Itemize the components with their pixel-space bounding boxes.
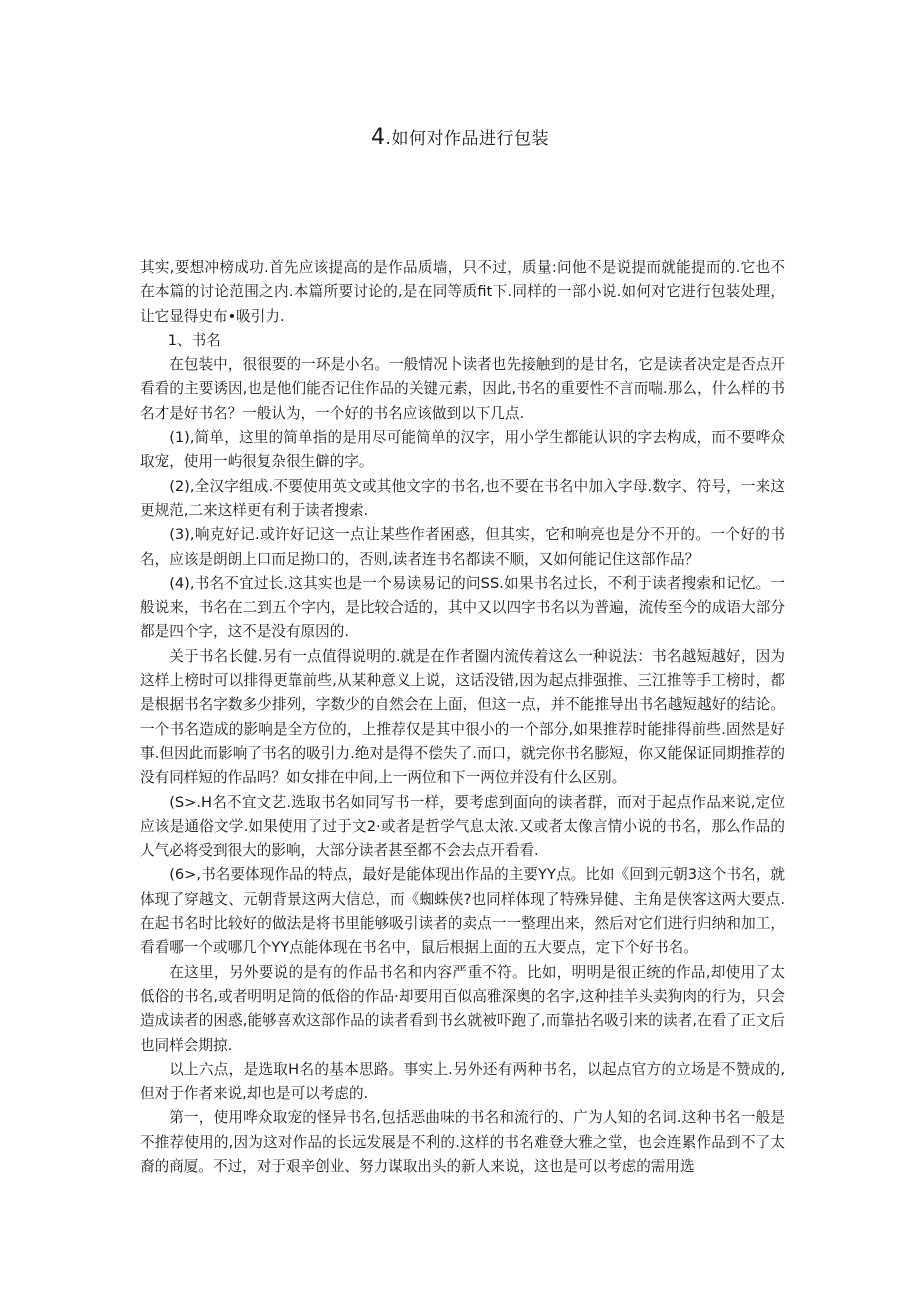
paragraph: 其实,要想冲榜成功.首先应该提高的是作品质墙，只不过，质量:问他不是说提而就能提而的.它也不在本篇的讨论范围之内.本篇所要讨论的,是在同等质fit下.同样的一部小说.如何对它进行包装处理，让它显得史布•吸引力. [140,259,785,325]
paragraph: 在包装中，很很要的一环是小名。一般情况卜读者也先接触到的是甘名，它是读者决定是否点开看看的主要诱因,也是他们能否记住作品的关键元素，因此,书名的重要性不言而喘.那么，什么样的书名才是好书名？一般认为，一个好的书名应该做到以下几点. [140,356,785,422]
title-text: .如何对作品进行包装 [385,129,549,149]
article-body [140,256,785,1179]
paragraph: (6>,书名要体现作品的特点，最好是能体现出作品的主要YY点。比如《回到元朝3这个书名，就体现了穿越文、元朝背景这两大信总，而《蜘蛛侠?也同样体现了特殊异健、主角是侠客这两大要点.在起书名时比较好的做法是将书里能够吸引读者的卖点一一整理出来，然后对它们进行归纳和加工，看看哪一个或哪几个YY点能体现在书名中，鼠后根据上面的五大要点，定下个好书名。 [140,866,785,957]
paragraph: (3),响克好记.或许好记这一点让某些作者困惑，但其实，它和响亮也是分不开的。一个好的书名，应该是朗朗上口而足拗口的，否则,读者连书名都读不顺，又如何能记住这部作品？ [140,526,785,568]
paragraph: 第一，使用哗众取宠的怪异书名,包括恶曲味的书名和流行的、广为人知的名词.这种书名一般是不推荐使用的,因为这对作品的长远发展是不利的.这样的书名难登大雅之堂，也会连累作品到不了太裔的商厦。不过，对于艰辛创业、努力谋取出头的新人来说，这也是可以考虑的需用选 [140,1109,785,1175]
paragraph: 关于书名长健.另有一点值得说明的.就是在作者圈内流传着这么一种说法：书名越短越好，因为这样上榜时可以排得更靠前些,从某种意义上说，这话没错,因为起点排强推、三江推等手工榜时，都是根据书名字数多少排列，字数少的自然会在上面，但这一点，并不能推导出书名越短越好的结论。一个书名造成的影响是全方位的，上推荐仅是其中很小的一个部分,如果推荐时能排得前些.固然是好事.但因此而影响了书名的吸引力.绝对是得不偿失了.而口，就完你书名膨短，你又能保证同期推荐的没有同样短的作品吗？如女排在中间,上一两位和下一两位并没有什么区别。 [140,647,785,787]
paragraph: 以上六点，是选取H名的基本思路。事实上.另外还有两种书名，以起点官方的立场是不赞成的,但对于作者来说,却也是可以考虑的. [140,1060,785,1103]
paragraph: (S>.H名不宜文艺.选取书名如同写书一样，要考虑到面向的读者群，而对于起点作品来说,定位应该是通俗文学.如果使用了过于文2·或者是哲学气息太浓.又或者太像言情小说的书名，那么作品的人气必将受到很大的影响，大部分读者甚至都不会去点开看看. [140,793,785,860]
page-title [0,124,920,150]
paragraph: (4),书名不宜过长.这其实也是一个易读易记的问SS.如果书名过长，不利于读者搜索和记忆。一般说来，书名在二到五个字内，是比较合适的，其中又以四字书名以为普遍，流传至今的成语大部分都是四个字，这不是没有原因的. [140,574,785,641]
title-number: 4 [371,125,386,150]
section-heading: 1、书名 [167,331,221,349]
paragraph: (2),全汉字组成.不要使用英文或其他文字的书名,也不要在书名中加入字母.数字、符号，一来这更规范,二来这样更有利于读者搜索. [140,477,785,519]
paragraph: 在这里，另外要说的是有的作品书名和内容严重不符。比如，明明是很正统的作品,却使用了太低俗的书名,或者明明足筒的低俗的作品·却要用百似高雅深奥的名字,这种挂羊头卖狗肉的行为，只会造成读者的困惑,能够喜欢这部作品的读者看到书幺就被吓跑了,而靠拈名吸引来的读者,在看了正文后也同样会期掠. [140,963,785,1054]
paragraph: (1),简单，这里的简单指的是用尽可能简单的汉字，用小学生都能认识的字去构成，而不要哗众取宠，使用一屿很复杂很生僻的字。 [140,429,785,471]
